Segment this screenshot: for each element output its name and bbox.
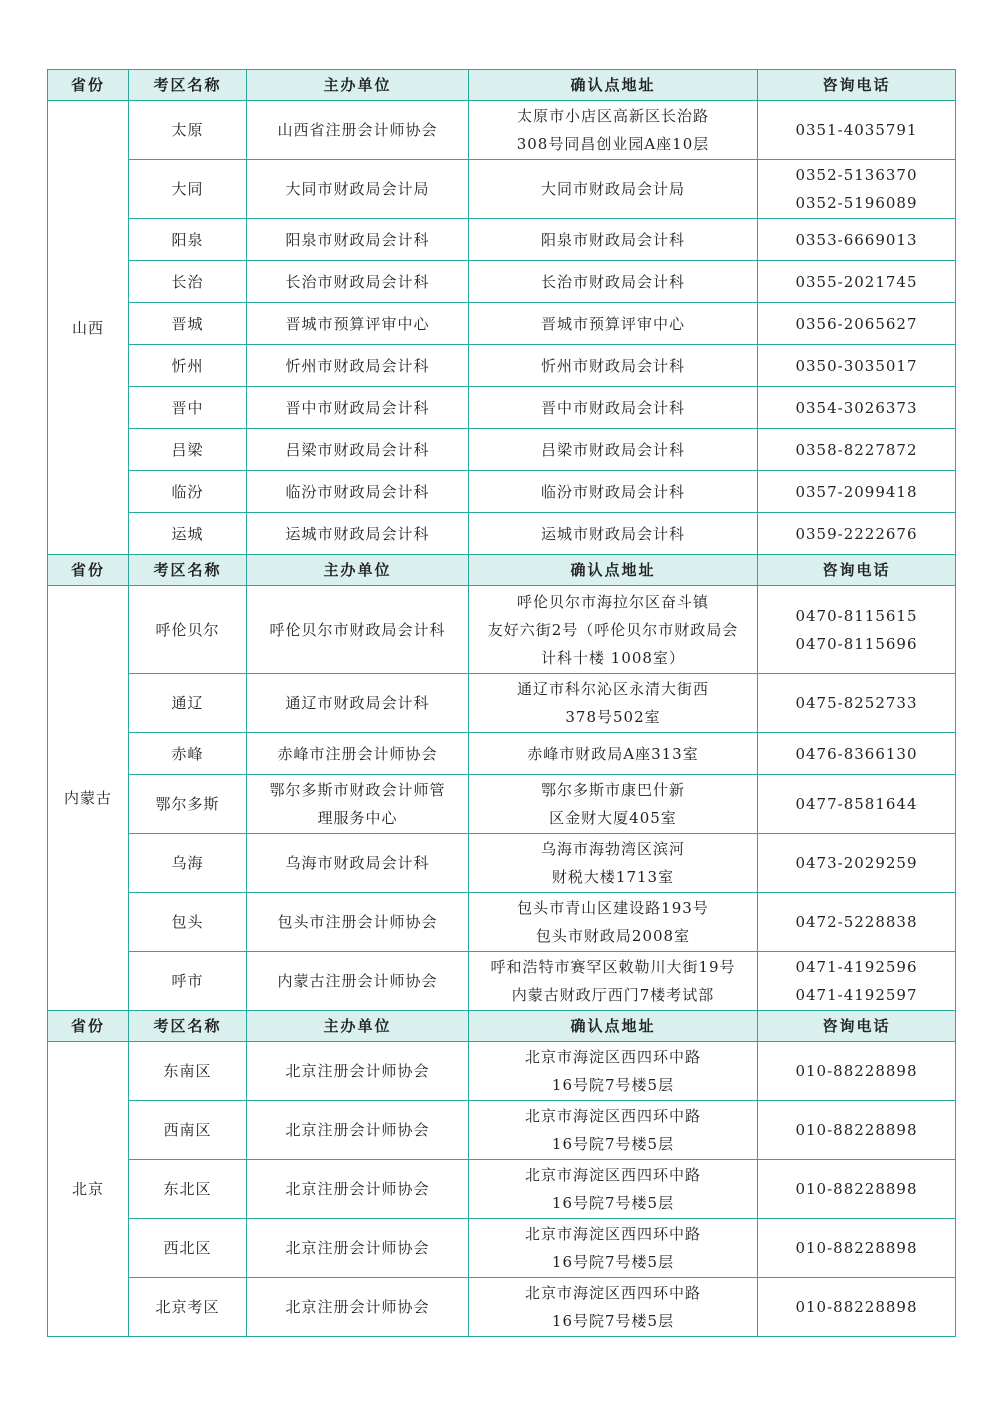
phone-line: 010-88228898 — [795, 1121, 918, 1139]
header-area: 考区名称 — [129, 555, 247, 586]
address-line: 包头市青山区建设路193号 — [517, 899, 709, 917]
phone-cell — [758, 101, 956, 160]
table-row — [48, 1278, 956, 1337]
address-cell — [469, 1278, 758, 1337]
organizer-line: 北京注册会计师协会 — [285, 1239, 430, 1257]
address-cell — [469, 834, 758, 893]
phone-cell — [758, 893, 956, 952]
table-row — [48, 775, 956, 834]
organizer-cell — [247, 1219, 469, 1278]
organizer-cell — [247, 586, 469, 674]
organizer-line: 鄂尔多斯市财政会计师管 — [269, 781, 446, 799]
address-cell — [469, 893, 758, 952]
address-line: 晋城市预算评审中心 — [540, 314, 685, 333]
phone-line: 0471-4192597 — [795, 986, 918, 1004]
header-organizer: 主办单位 — [247, 70, 469, 101]
address-line: 内蒙古财政厅西门7楼考试部 — [511, 986, 715, 1004]
table-row — [48, 893, 956, 952]
phone-cell — [758, 1101, 956, 1160]
table-body — [48, 70, 956, 1337]
address-line: 阳泉市财政局会计科 — [540, 230, 685, 249]
phone-line: 0355-2021745 — [795, 272, 918, 291]
area-cell: 晋中 — [129, 387, 247, 429]
header-phone: 咨询电话 — [758, 555, 956, 586]
address-line: 16号院7号楼5层 — [551, 1253, 675, 1271]
phone-line: 010-88228898 — [795, 1062, 918, 1080]
address-cell — [469, 471, 758, 513]
organizer-line: 理服务中心 — [317, 809, 398, 827]
table-row — [48, 261, 956, 303]
address-line: 呼和浩特市赛罕区敕勒川大街19号 — [490, 958, 736, 976]
organizer-cell — [247, 261, 469, 303]
table-row — [48, 160, 956, 219]
phone-cell — [758, 513, 956, 555]
table-row — [48, 513, 956, 555]
organizer-line: 山西省注册会计师协会 — [277, 121, 438, 139]
area-cell: 赤峰 — [129, 733, 247, 775]
area-cell: 呼伦贝尔 — [129, 586, 247, 674]
organizer-cell — [247, 471, 469, 513]
address-line: 16号院7号楼5层 — [551, 1076, 675, 1094]
exam-site-table — [47, 69, 956, 1337]
phone-line: 0359-2222676 — [795, 524, 918, 543]
table-row — [48, 834, 956, 893]
phone-line: 010-88228898 — [795, 1180, 918, 1198]
organizer-cell — [247, 513, 469, 555]
header-organizer: 主办单位 — [247, 1011, 469, 1042]
header-province: 省份 — [48, 555, 129, 586]
phone-line: 0472-5228838 — [795, 913, 918, 931]
area-cell: 吕梁 — [129, 429, 247, 471]
organizer-cell — [247, 952, 469, 1011]
address-line: 北京市海淀区西四环中路 — [524, 1048, 701, 1066]
phone-line: 0356-2065627 — [795, 314, 918, 333]
organizer-line: 北京注册会计师协会 — [285, 1180, 430, 1198]
address-line: 北京市海淀区西四环中路 — [524, 1284, 701, 1302]
address-cell — [469, 775, 758, 834]
address-cell — [469, 586, 758, 674]
address-line: 财税大楼1713室 — [551, 868, 675, 886]
address-line: 吕梁市财政局会计科 — [540, 440, 685, 459]
phone-cell — [758, 1219, 956, 1278]
phone-cell — [758, 1278, 956, 1337]
address-cell — [469, 261, 758, 303]
phone-cell — [758, 1160, 956, 1219]
header-row — [48, 555, 956, 586]
area-cell: 东南区 — [129, 1042, 247, 1101]
table-row — [48, 429, 956, 471]
header-address: 确认点地址 — [469, 70, 758, 101]
header-row — [48, 1011, 956, 1042]
organizer-line: 北京注册会计师协会 — [285, 1121, 430, 1139]
phone-line: 0352-5136370 — [795, 166, 918, 184]
header-province: 省份 — [48, 70, 129, 101]
header-organizer: 主办单位 — [247, 555, 469, 586]
organizer-cell — [247, 219, 469, 261]
organizer-line: 内蒙古注册会计师协会 — [277, 972, 438, 990]
area-cell: 北京考区 — [129, 1278, 247, 1337]
area-cell: 呼市 — [129, 952, 247, 1011]
area-cell: 西北区 — [129, 1219, 247, 1278]
phone-line: 0477-8581644 — [795, 795, 918, 813]
phone-cell — [758, 733, 956, 775]
phone-line: 0470-8115615 — [795, 606, 918, 625]
phone-line: 0354-3026373 — [795, 398, 918, 417]
header-address: 确认点地址 — [469, 1011, 758, 1042]
address-line: 友好六街2号（呼伦贝尔市财政局会 — [487, 620, 739, 639]
organizer-line: 北京注册会计师协会 — [285, 1062, 430, 1080]
organizer-cell — [247, 1278, 469, 1337]
organizer-cell — [247, 834, 469, 893]
organizer-line: 呼伦贝尔市财政局会计科 — [269, 620, 446, 639]
organizer-cell — [247, 674, 469, 733]
table-row — [48, 1101, 956, 1160]
address-line: 378号502室 — [565, 708, 661, 726]
phone-cell — [758, 471, 956, 513]
province-cell: 山西 — [48, 101, 129, 555]
header-province: 省份 — [48, 1011, 129, 1042]
organizer-line: 通辽市财政局会计科 — [285, 694, 430, 712]
address-line: 长治市财政局会计科 — [540, 272, 685, 291]
phone-line: 0358-8227872 — [795, 440, 918, 459]
organizer-line: 阳泉市财政局会计科 — [285, 230, 430, 249]
address-cell — [469, 219, 758, 261]
address-cell — [469, 733, 758, 775]
phone-line: 0473-2029259 — [795, 854, 918, 872]
organizer-cell — [247, 1160, 469, 1219]
phone-line: 0350-3035017 — [795, 356, 918, 375]
organizer-line: 临汾市财政局会计科 — [285, 482, 430, 501]
organizer-line: 包头市注册会计师协会 — [277, 913, 438, 931]
phone-cell — [758, 586, 956, 674]
header-row — [48, 70, 956, 101]
address-line: 乌海市海勃湾区滨河 — [540, 840, 685, 858]
address-line: 北京市海淀区西四环中路 — [524, 1225, 701, 1243]
address-line: 通辽市科尔沁区永清大街西 — [516, 680, 709, 698]
address-line: 呼伦贝尔市海拉尔区奋斗镇 — [516, 592, 709, 611]
table-row — [48, 387, 956, 429]
organizer-line: 运城市财政局会计科 — [285, 524, 430, 543]
phone-cell — [758, 219, 956, 261]
table-row — [48, 1160, 956, 1219]
header-area: 考区名称 — [129, 70, 247, 101]
phone-line: 0353-6669013 — [795, 230, 918, 249]
table-row — [48, 674, 956, 733]
phone-cell — [758, 674, 956, 733]
address-line: 大同市财政局会计局 — [540, 180, 685, 198]
table-row — [48, 219, 956, 261]
address-line: 临汾市财政局会计科 — [540, 482, 685, 501]
address-line: 北京市海淀区西四环中路 — [524, 1107, 701, 1125]
table-row — [48, 303, 956, 345]
phone-line: 0476-8366130 — [795, 744, 918, 763]
address-cell — [469, 303, 758, 345]
area-cell: 西南区 — [129, 1101, 247, 1160]
organizer-cell — [247, 733, 469, 775]
address-line: 16号院7号楼5层 — [551, 1135, 675, 1153]
address-cell — [469, 101, 758, 160]
address-line: 包头市财政局2008室 — [535, 927, 691, 945]
area-cell: 大同 — [129, 160, 247, 219]
phone-cell — [758, 160, 956, 219]
table-row — [48, 101, 956, 160]
phone-cell — [758, 1042, 956, 1101]
address-cell — [469, 674, 758, 733]
address-line: 太原市小店区高新区长治路 — [516, 107, 709, 125]
area-cell: 晋城 — [129, 303, 247, 345]
table-row — [48, 1042, 956, 1101]
organizer-line: 晋中市财政局会计科 — [285, 398, 430, 417]
header-phone: 咨询电话 — [758, 70, 956, 101]
address-line: 计科十楼 1008室） — [541, 648, 685, 667]
address-line: 鄂尔多斯市康巴什新 — [540, 781, 685, 799]
address-line: 308号同昌创业园A座10层 — [516, 135, 710, 153]
header-address: 确认点地址 — [469, 555, 758, 586]
table-row — [48, 952, 956, 1011]
phone-line: 0357-2099418 — [795, 482, 918, 501]
area-cell: 太原 — [129, 101, 247, 160]
phone-cell — [758, 834, 956, 893]
address-cell — [469, 160, 758, 219]
address-cell — [469, 1160, 758, 1219]
organizer-cell — [247, 1042, 469, 1101]
organizer-cell — [247, 429, 469, 471]
table-row — [48, 1219, 956, 1278]
area-cell: 临汾 — [129, 471, 247, 513]
address-line: 16号院7号楼5层 — [551, 1194, 675, 1212]
organizer-line: 赤峰市注册会计师协会 — [277, 744, 438, 763]
table-row — [48, 345, 956, 387]
address-cell — [469, 1101, 758, 1160]
address-line: 晋中市财政局会计科 — [540, 398, 685, 417]
area-cell: 长治 — [129, 261, 247, 303]
address-cell — [469, 952, 758, 1011]
organizer-cell — [247, 345, 469, 387]
organizer-line: 晋城市预算评审中心 — [285, 314, 430, 333]
phone-cell — [758, 387, 956, 429]
address-cell — [469, 429, 758, 471]
province-cell: 北京 — [48, 1042, 129, 1337]
address-cell — [469, 387, 758, 429]
phone-line: 0351-4035791 — [795, 121, 918, 139]
province-cell: 内蒙古 — [48, 586, 129, 1011]
phone-cell — [758, 261, 956, 303]
phone-line: 0352-5196089 — [795, 194, 918, 212]
organizer-cell — [247, 387, 469, 429]
area-cell: 东北区 — [129, 1160, 247, 1219]
address-line: 赤峰市财政局A座313室 — [527, 744, 699, 763]
address-line: 区金财大厦405室 — [549, 809, 677, 827]
table-row — [48, 733, 956, 775]
organizer-line: 长治市财政局会计科 — [285, 272, 430, 291]
address-line: 16号院7号楼5层 — [551, 1312, 675, 1330]
organizer-line: 大同市财政局会计局 — [285, 180, 430, 198]
organizer-line: 吕梁市财政局会计科 — [285, 440, 430, 459]
phone-cell — [758, 775, 956, 834]
organizer-cell — [247, 893, 469, 952]
address-line: 忻州市财政局会计科 — [540, 356, 685, 375]
phone-cell — [758, 303, 956, 345]
address-cell — [469, 1219, 758, 1278]
area-cell: 运城 — [129, 513, 247, 555]
phone-line: 0471-4192596 — [795, 958, 918, 976]
phone-line: 0475-8252733 — [795, 694, 918, 712]
address-cell — [469, 345, 758, 387]
organizer-cell — [247, 160, 469, 219]
area-cell: 忻州 — [129, 345, 247, 387]
phone-line: 010-88228898 — [795, 1239, 918, 1257]
address-line: 北京市海淀区西四环中路 — [524, 1166, 701, 1184]
area-cell: 鄂尔多斯 — [129, 775, 247, 834]
organizer-cell — [247, 101, 469, 160]
header-area: 考区名称 — [129, 1011, 247, 1042]
area-cell: 乌海 — [129, 834, 247, 893]
area-cell: 通辽 — [129, 674, 247, 733]
organizer-cell — [247, 775, 469, 834]
address-line: 运城市财政局会计科 — [540, 524, 685, 543]
organizer-cell — [247, 1101, 469, 1160]
organizer-line: 忻州市财政局会计科 — [285, 356, 430, 375]
area-cell: 阳泉 — [129, 219, 247, 261]
table-row — [48, 586, 956, 674]
phone-cell — [758, 429, 956, 471]
organizer-line: 北京注册会计师协会 — [285, 1298, 430, 1316]
area-cell: 包头 — [129, 893, 247, 952]
phone-line: 0470-8115696 — [795, 634, 918, 653]
header-phone: 咨询电话 — [758, 1011, 956, 1042]
organizer-cell — [247, 303, 469, 345]
phone-line: 010-88228898 — [795, 1298, 918, 1316]
phone-cell — [758, 952, 956, 1011]
phone-cell — [758, 345, 956, 387]
address-cell — [469, 513, 758, 555]
address-cell — [469, 1042, 758, 1101]
table-row — [48, 471, 956, 513]
organizer-line: 乌海市财政局会计科 — [285, 854, 430, 872]
